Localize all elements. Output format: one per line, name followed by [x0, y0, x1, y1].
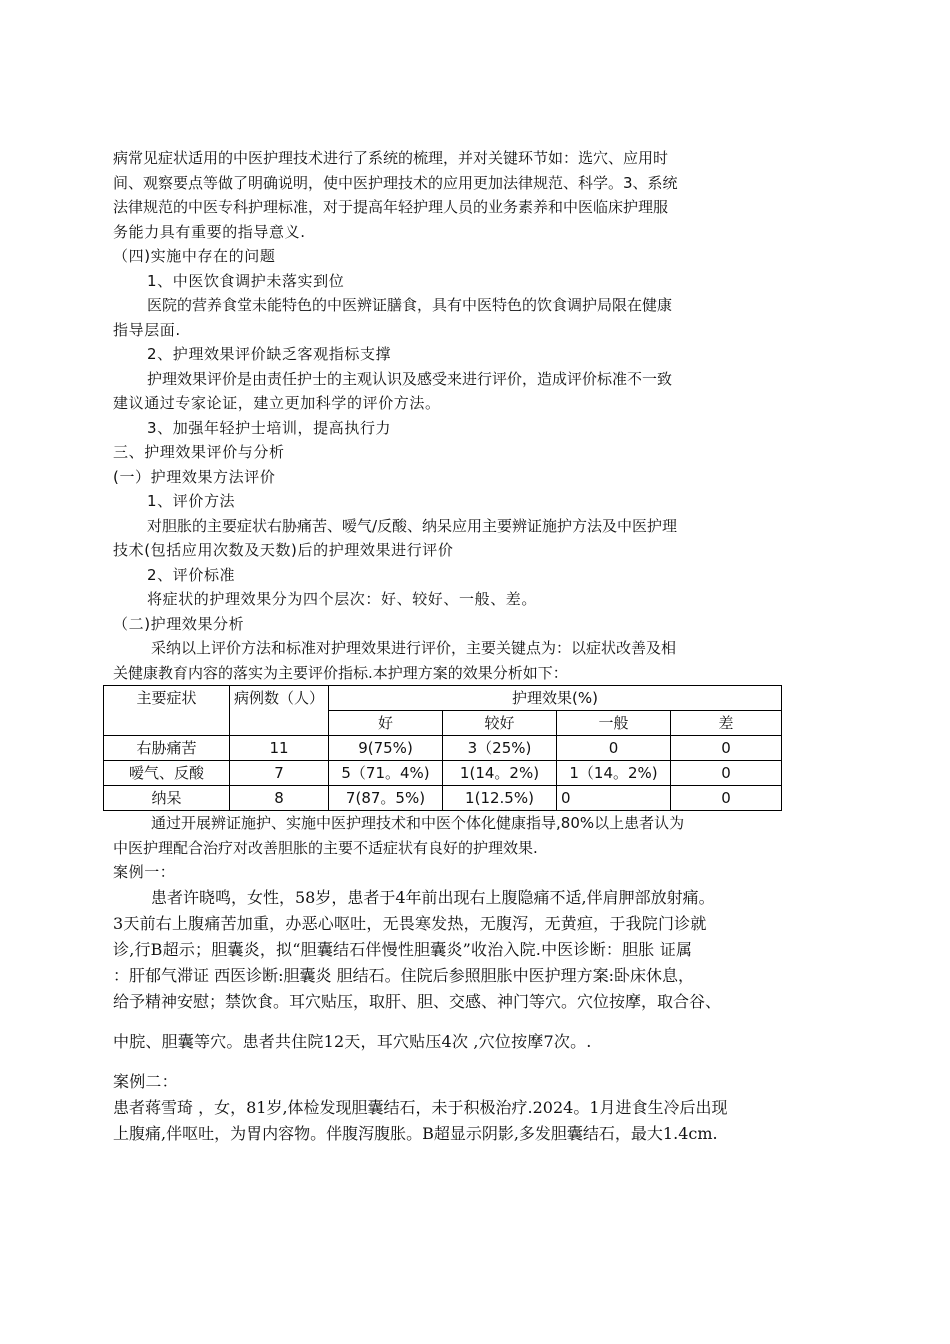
cell-cases: 11	[230, 736, 329, 761]
analysis-text-1: 采纳以上评价方法和标准对护理效果进行评价，主要关键点为：以症状改善及相	[151, 639, 677, 657]
table-row	[104, 761, 782, 786]
problems-heading: （四)实施中存在的问题	[113, 247, 276, 265]
cell-good: 5（71。4%)	[329, 761, 443, 786]
case1-line-2: 3天前右上腹痛苦加重，办恶心呕吐，无畏寒发热，无腹泻，无黄疸，于我院门诊就	[113, 913, 707, 933]
cell-poor: 0	[671, 786, 782, 811]
cell-symptom: 嗳气、反酸	[104, 761, 230, 786]
case1-line-4: ：肝郁气滞证 西医诊断:胆囊炎 胆结石。住院后参照胆胀中医护理方案:卧床休息，	[113, 965, 694, 985]
cell-cases: 7	[230, 761, 329, 786]
analysis-text-2: 关健康教育内容的落实为主要评价指标.本护理方案的效果分析如下：	[113, 663, 568, 682]
standard-text: 将症状的护理效果分为四个层次：好、较好、一般、差。	[147, 590, 538, 608]
section3-heading: 三、护理效果评价与分析	[113, 443, 285, 461]
summary-line-1: 通过开展辨证施护、实施中医护理技术和中医个体化健康指导,80%以上患者认为	[151, 814, 685, 832]
case1-line-3: 诊,行B超示；胆囊炎，拟“胆囊结石伴慢性胆囊炎”收治入院.中医诊断：胆胀 证属	[113, 939, 693, 959]
problem-2-title: 2、护理效果评价缺乏客观指标支撑	[147, 345, 392, 363]
cell-good: 9(75%)	[329, 736, 443, 761]
cell-fair: 0	[557, 786, 671, 811]
problem-2-text-1: 护理效果评价是由责任护士的主观认识及感受来进行评价，造成评价标准不一致	[147, 369, 673, 388]
method-title: 1、评价方法	[147, 492, 236, 510]
case1-line-1: 患者许晓鸣，女性，58岁，患者于4年前出现右上腹隐痛不适,伴肩胛部放射痛。	[151, 887, 715, 907]
summary-line-2: 中医护理配合治疗对改善胆胀的主要不适症状有良好的护理效果.	[113, 838, 538, 857]
cell-symptom: 纳呆	[104, 786, 230, 811]
document-page	[113, 146, 833, 1147]
case1-line-5: 给予精神安慰；禁饮食。耳穴贴压，取肝、胆、交感、神门等穴。穴位按摩，取合谷、	[113, 991, 722, 1011]
header-good: 好	[329, 711, 443, 736]
intro-line-3: 法律规范的中医专科护理标准，对于提高年轻护理人员的业务素养和中医临床护理服	[113, 198, 669, 216]
problem-1-title: 1、中医饮食调护未落实到位	[147, 271, 345, 290]
method-text-1: 对胆胀的主要症状右胁痛苦、嗳气/反酸、纳呆应用主要辨证施护方法及中医护理	[147, 516, 678, 535]
header-symptom: 主要症状	[104, 686, 230, 736]
cell-better: 1(12.5%)	[443, 786, 557, 811]
intro-line-2: 间、观察要点等做了明确说明，使中医护理技术的应用更加法律规范、科学。3、系统	[113, 173, 678, 192]
effect-table	[103, 685, 782, 811]
table-row	[104, 786, 782, 811]
header-poor: 差	[671, 711, 782, 736]
section3-sub1: (一）护理效果方法评价	[113, 467, 276, 486]
cell-fair: 0	[557, 736, 671, 761]
cell-good: 7(87。5%)	[329, 786, 443, 811]
problem-2-text-2: 建议通过专家论证，建立更加科学的评价方法。	[113, 394, 441, 412]
header-better: 较好	[443, 711, 557, 736]
section3-sub2: （二)护理效果分析	[113, 614, 245, 633]
cell-cases: 8	[230, 786, 329, 811]
case2-title: 案例二：	[113, 1071, 178, 1091]
intro-line-4: 务能力具有重要的指导意义.	[113, 222, 306, 241]
standard-title: 2、评价标准	[147, 565, 236, 584]
case2-line-2: 上腹痛,伴呕吐，为胃内容物。伴腹泻腹胀。B超显示阴影,多发胆囊结石，最大1.4cm.	[113, 1123, 718, 1143]
header-fair: 一般	[557, 711, 671, 736]
case1-line-6: 中脘、胆囊等穴。患者共住院12天，耳穴贴压4次 ,穴位按摩7次。.	[113, 1031, 592, 1051]
problem-1-text-2: 指导层面.	[113, 320, 181, 339]
cell-poor: 0	[671, 736, 782, 761]
cell-better: 3（25%)	[443, 736, 557, 761]
cell-symptom: 右胁痛苦	[104, 736, 230, 761]
table-header-row	[104, 686, 782, 711]
cell-poor: 0	[671, 761, 782, 786]
intro-line-1: 病常见症状适用的中医护理技术进行了系统的梳理，并对关键环节如：选穴、应用时	[113, 149, 669, 167]
case2-line-1: 患者蒋雪琦 ，女，81岁,体检发现胆囊结石，未于积极治疗.2024。1月进食生冷后出现	[113, 1097, 728, 1117]
header-effect: 护理效果(%)	[329, 686, 782, 711]
method-text-2: 技术(包括应用次数及天数)后的护理效果进行评价	[113, 541, 454, 559]
problem-3-title: 3、加强年轻护士培训，提高执行力	[147, 418, 392, 437]
cell-better: 1(14。2%)	[443, 761, 557, 786]
table-row	[104, 736, 782, 761]
header-cases: 病例数（人）	[230, 686, 329, 736]
problem-1-text-1: 医院的营养食堂未能特色的中医辨证膳食，具有中医特色的饮食调护局限在健康	[147, 296, 673, 314]
cell-fair: 1（14。2%)	[557, 761, 671, 786]
case1-title: 案例一：	[113, 863, 176, 881]
